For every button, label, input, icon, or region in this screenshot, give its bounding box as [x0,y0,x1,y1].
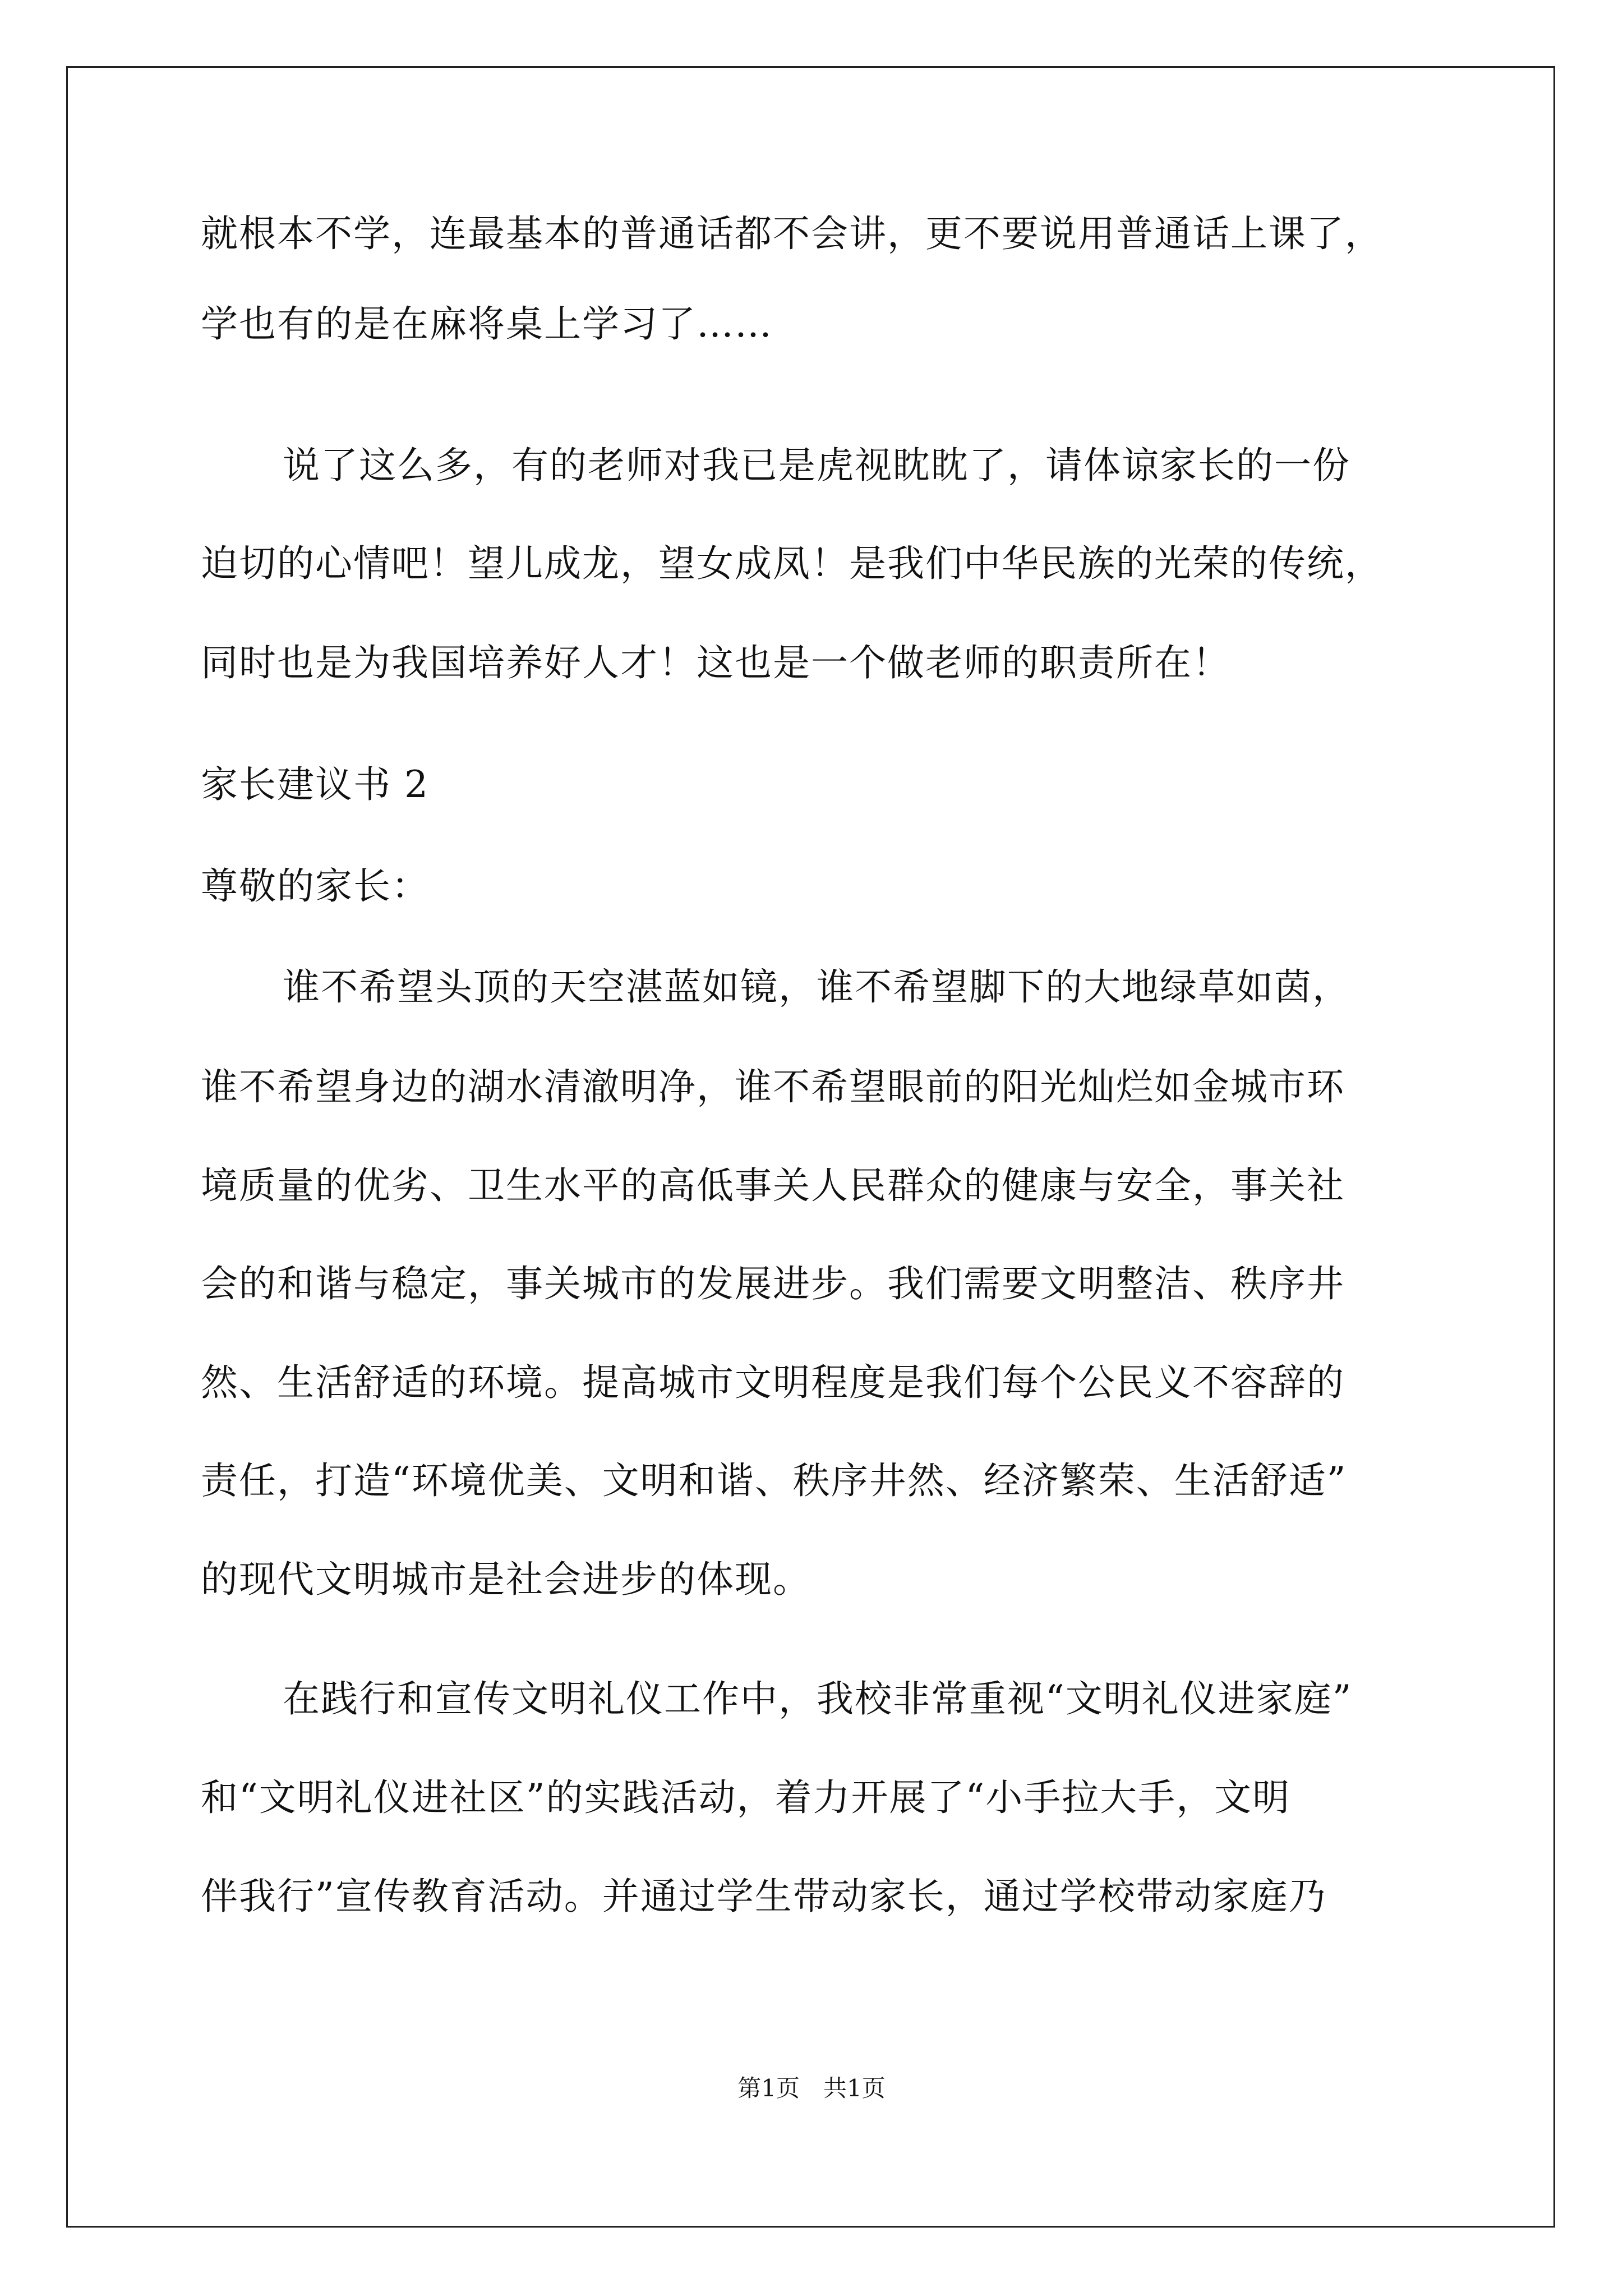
text-line: 就根本不学，连最基本的普通话都不会讲，更不要说用普通话上课了， [201,212,1383,255]
text-line: 同时也是为我国培养好人才！这也是一个做老师的职责所在！ [201,641,1230,684]
paragraph-line: 说了这么多，有的老师对我已是虎视眈眈了，请体谅家长的一份 [283,444,1350,487]
text-line: 谁不希望身边的湖水清澈明净，谁不希望眼前的阳光灿烂如金城市环 [201,1065,1345,1108]
page-number-footer: 第1页 共1页 [737,2074,886,2102]
text-line: 然、生活舒适的环境。提高城市文明程度是我们每个公民义不容辞的 [201,1361,1345,1404]
salutation: 尊敬的家长： [201,864,430,908]
text-line: 境质量的优劣、卫生水平的高低事关人民群众的健康与安全，事关社 [201,1164,1345,1207]
section-title: 家长建议书 2 [201,763,429,806]
paragraph-line: 在践行和宣传文明礼仪工作中，我校非常重视“文明礼仪进家庭” [283,1677,1353,1720]
paragraph-line: 谁不希望头顶的天空湛蓝如镜，谁不希望脚下的大地绿草如茵， [283,965,1350,1009]
text-line: 和“文明礼仪进社区”的实践活动，着力开展了“小手拉大手，文明 [201,1776,1291,1819]
text-line: 迫切的心情吧！望儿成龙，望女成凤！是我们中华民族的光荣的传统， [201,542,1383,585]
text-line: 责任，打造“环境优美、文明和谐、秩序井然、经济繁荣、生活舒适” [201,1459,1347,1502]
text-line: 伴我行”宣传教育活动。并通过学生带动家长，通过学校带动家庭乃 [201,1875,1327,1918]
text-line: 的现代文明城市是社会进步的体现。 [201,1558,811,1601]
text-line: 学也有的是在麻将桌上学习了…… [201,302,773,346]
text-line: 会的和谐与稳定，事关城市的发展进步。我们需要文明整洁、秩序井 [201,1262,1345,1305]
